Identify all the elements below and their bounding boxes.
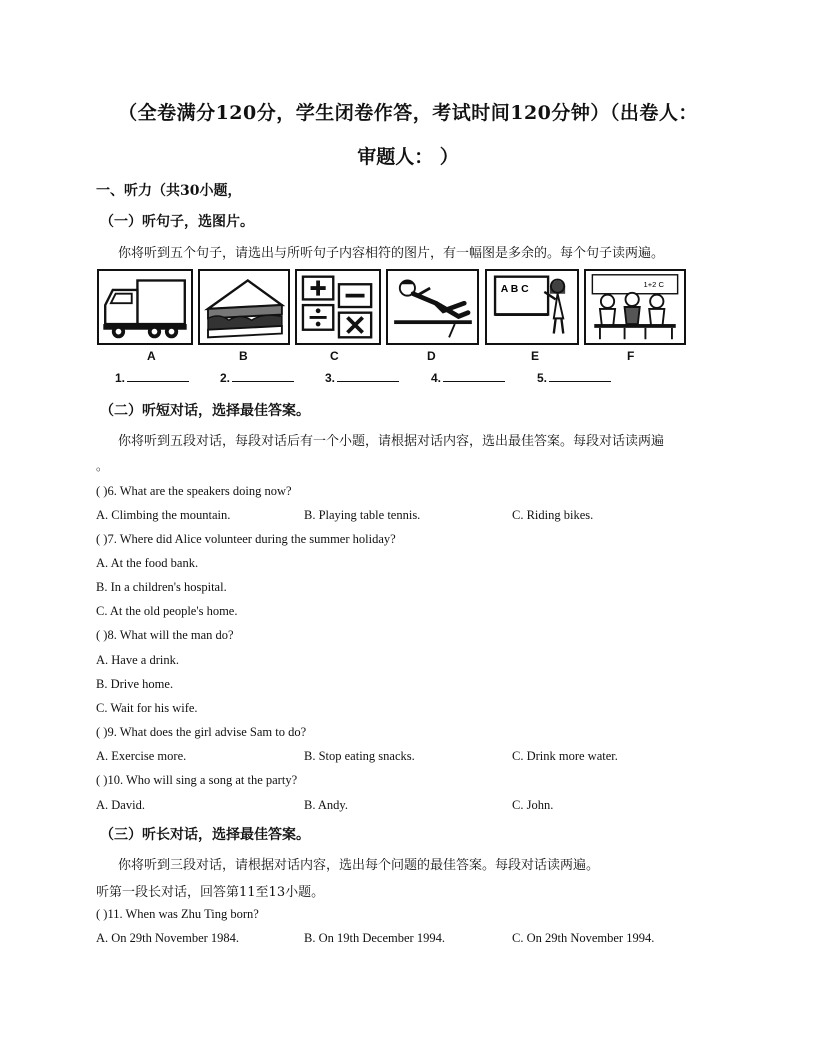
question-9-option-a[interactable]: A. Exercise more. (96, 749, 187, 763)
part1-heading: （一）听句子，选图片。 (100, 214, 254, 230)
picture-label-e: E (531, 349, 540, 363)
picture-label-d: D (427, 349, 436, 363)
answer-blank-1[interactable] (115, 370, 189, 385)
truck-picture (97, 269, 193, 345)
question-7-option-a[interactable]: A. At the food bank. (96, 556, 199, 570)
question-9-option-c[interactable]: C. Drink more water. (512, 749, 618, 763)
question-10-option-c[interactable]: C. John. (512, 798, 554, 812)
math-symbols-picture (295, 269, 381, 345)
section-heading-listening: 一、听力（共30小题， (96, 183, 242, 199)
question-11-option-b[interactable]: B. On 19th December 1994. (304, 931, 445, 945)
picture-label-a: A (147, 349, 156, 363)
question-7-option-c[interactable]: C. At the old people's home. (96, 604, 238, 618)
question-6-option-b[interactable]: B. Playing table tennis. (304, 508, 421, 522)
part3-sub-instruction: 听第一段长对话，回答第11至13小题。 (96, 885, 325, 900)
answer-blank-4[interactable] (431, 370, 505, 385)
part1-instruction: 你将听到五个句子，请选出与所听句子内容相符的图片，有一幅图是多余的。每个句子读两遍。 (118, 246, 665, 261)
boy-lying-picture (386, 269, 479, 345)
answer-blank-label: 1. (115, 371, 126, 385)
exam-title-line2: 审题人： ） (357, 146, 459, 168)
question-7-option-b[interactable]: B. In a children's hospital. (96, 580, 227, 594)
question-10: ( )10. Who will sing a song at the party? (96, 773, 298, 787)
part2-instruction-tail: 。 (96, 459, 109, 473)
question-11-option-c[interactable]: C. On 29th November 1994. (512, 931, 655, 945)
question-6-option-a[interactable]: A. Climbing the mountain. (96, 508, 231, 522)
picture-row (97, 269, 689, 349)
answer-blank-3[interactable] (325, 370, 399, 385)
question-8-option-c[interactable]: C. Wait for his wife. (96, 701, 198, 715)
question-6: ( )6. What are the speakers doing now? (96, 484, 292, 498)
question-9: ( )9. What does the girl advise Sam to do? (96, 725, 307, 739)
question-11-option-a[interactable]: A. On 29th November 1984. (96, 931, 240, 945)
question-9-option-b[interactable]: B. Stop eating snacks. (304, 749, 415, 763)
answer-blank-label: 2. (220, 371, 231, 385)
question-6-option-c[interactable]: C. Riding bikes. (512, 508, 594, 522)
part2-instruction: 你将听到五段对话，每段对话后有一个小题，请根据对话内容，选出最佳答案。每段对话读两遍 (118, 434, 665, 449)
answer-blank-label: 5. (537, 371, 548, 385)
teacher-blackboard-picture (485, 269, 579, 345)
picture-label-f: F (627, 349, 635, 363)
question-10-option-b[interactable]: B. Andy. (304, 798, 348, 812)
answer-blank-5[interactable] (537, 370, 611, 385)
svg-text:1+2 C: 1+2 C (643, 280, 664, 290)
picture-label-c: C (330, 349, 339, 363)
question-8-option-b[interactable]: B. Drive home. (96, 677, 174, 691)
question-8-option-a[interactable]: A. Have a drink. (96, 653, 179, 667)
picture-label-b: B (239, 349, 248, 363)
svg-text:A B C: A B C (500, 283, 529, 295)
answer-blank-label: 4. (431, 371, 442, 385)
question-11: ( )11. When was Zhu Ting born? (96, 907, 259, 921)
part2-heading: （二）听短对话，选择最佳答案。 (100, 403, 310, 419)
sandwich-picture (198, 269, 290, 345)
answer-blank-label: 3. (325, 371, 336, 385)
answer-blank-2[interactable] (220, 370, 294, 385)
question-8: ( )8. What will the man do? (96, 628, 234, 642)
classroom-students-picture (584, 269, 686, 345)
part3-heading: （三）听长对话，选择最佳答案。 (100, 827, 310, 843)
question-10-option-a[interactable]: A. David. (96, 798, 145, 812)
part3-instruction: 你将听到三段对话，请根据对话内容，选出每个问题的最佳答案。每段对话读两遍。 (118, 858, 600, 873)
question-7: ( )7. Where did Alice volunteer during the summer holiday? (96, 532, 396, 546)
exam-title-line1: （全卷满分120分，学生闭卷作答，考试时间120分钟）（出卷人： (118, 102, 698, 124)
